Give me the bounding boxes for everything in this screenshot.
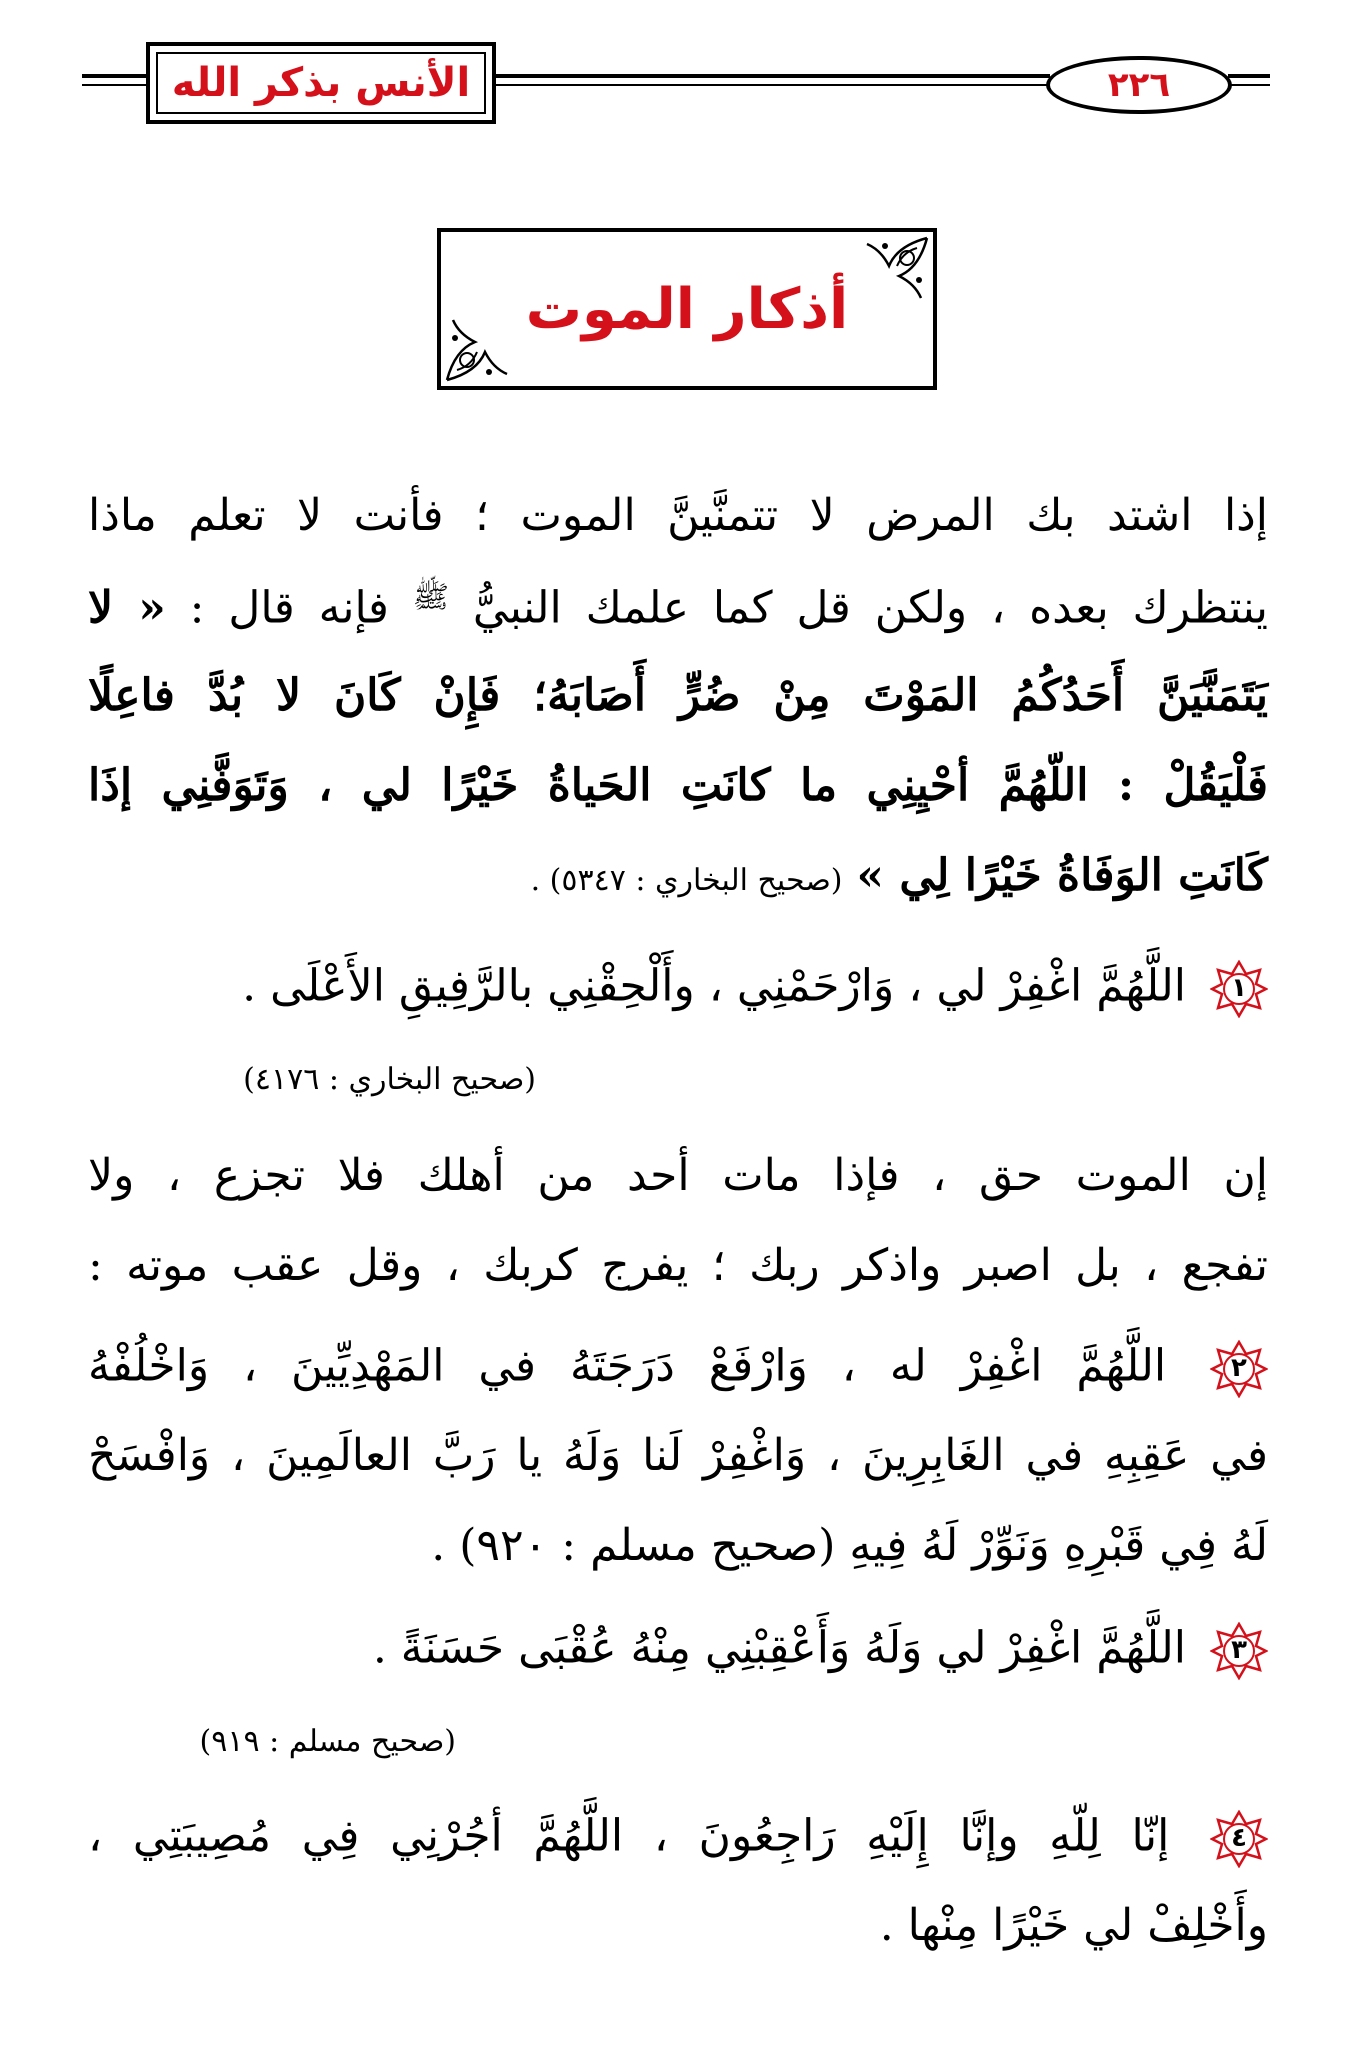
dua-3-text: اللَّهُمَّ اغْفِرْ لي وَلَهُ وَأَعْقِبْنِي مِنْهُ عُقْبَى حَسَنَةً . [372, 1622, 1186, 1674]
intro-line-1 [88, 490, 1268, 543]
hadith-line-3 [88, 670, 1268, 723]
dua-2-line-3 [88, 1520, 1268, 1573]
para-2-text-2: تفجع ، بل اصبر واذكر ربك ؛ يفرج كربك ، وقل عقب موته : [88, 1240, 1268, 1291]
book-title-box [146, 42, 496, 124]
dua-2-text-2: في عَقِبِهِ في الغَابِرِينَ ، وَاغْفِرْ لَنا وَلَهُ يا رَبَّ العالَمِينَ ، وَافْسَحْ [88, 1430, 1268, 1481]
para-2-line-2 [88, 1240, 1268, 1293]
para-2-text-1: إن الموت حق ، فإذا مات أحد من أهلك فلا تجزع ، ولا [88, 1150, 1268, 1201]
header-rule-right-thin [1228, 84, 1270, 86]
intro-text-2-tail: فإنه قال : [189, 582, 389, 634]
hadith-line-4 [88, 760, 1268, 813]
dua-2-text-1: اللَّهُمَّ اغْفِرْ له ، وَارْفَعْ دَرَجَتَهُ في المَهْدِيِّينَ ، وَاخْلُفْهُ [88, 1340, 1167, 1392]
chapter-title: أذكار الموت [525, 276, 849, 342]
dua-2-number: ٢ [1231, 1353, 1247, 1384]
chapter-title-box [437, 228, 937, 390]
page-number: ٢٢٦ [1107, 65, 1171, 105]
dua-1-reference: (صحيح البخاري : ٤١٧٦) [243, 1062, 536, 1097]
dua-1-number: ١ [1231, 973, 1247, 1004]
dua-1 [88, 960, 1268, 1018]
dua-1-text: اللَّهُمَّ اغْفِرْ لي ، وَارْحَمْنِي ، وأَلْحِقْنِي بالرَّفِيقِ الأَعْلَى . [242, 960, 1186, 1012]
number-badge-icon [1210, 1810, 1268, 1868]
corner-ornament-icon [837, 236, 929, 328]
hadith-line-5 [88, 850, 1268, 903]
hadith-text-4: فَلْيَقُلْ : اللّهُمَّ أحْيِنِي ما كانَتِ الحَياةُ خَيْرًا لي ، وَتَوَفَّنِي إذَا [88, 760, 1268, 811]
number-badge-icon [1210, 960, 1268, 1018]
dua-3 [88, 1622, 1268, 1680]
header-rule-right [1228, 74, 1270, 78]
hadith-text-5: كَانَتِ الوَفَاةُ خَيْرًا لِي » [856, 850, 1268, 901]
intro-text-1: إذا اشتد بك المرض لا تتمنَّينَّ الموت ؛ فأنت لا تعلم ماذا [88, 490, 1268, 541]
intro-text-2: ينتظرك بعده ، ولكن قل كما علمك النبيُّ [472, 582, 1268, 634]
dua-3-number: ٣ [1231, 1635, 1247, 1666]
header-rule-left-thin [82, 84, 148, 86]
dua-4-number: ٤ [1231, 1823, 1247, 1854]
dua-2-text-3: لَهُ فِي قَبْرِهِ وَنَوِّرْ لَهُ فِيهِ (صحيح مسلم : ٩٢٠) . [431, 1520, 1268, 1571]
page-number-oval [1046, 56, 1232, 114]
dua-2-line-1 [88, 1340, 1268, 1398]
intro-line-2 [88, 580, 1268, 635]
dua-4-line-1 [88, 1810, 1268, 1868]
hadith-text-3: يَتَمَنَّيَنَّ أَحَدُكُمُ المَوْتَ مِنْ ضُرٍّ أَصَابَهُ؛ فَإِنْ كَانَ لا بُدَّ فاعِلًا [88, 670, 1268, 721]
dua-4-line-2 [88, 1900, 1268, 1953]
dua-2-line-2 [88, 1430, 1268, 1483]
para-2-line-1 [88, 1150, 1268, 1203]
corner-ornament-icon [445, 290, 537, 382]
dua-4-text-1: إنّا لِلّهِ وإنَّا إِلَيْهِ رَاجِعُونَ ، اللَّهُمَّ أجُرْنِي فِي مُصِيبَتِي ، [88, 1810, 1170, 1862]
number-badge-icon [1210, 1340, 1268, 1398]
header-rule-middle-thin [494, 84, 1050, 86]
hadith-reference: (صحيح البخاري : ٥٣٤٧) . [530, 863, 843, 898]
dua-4-text-2: وأَخْلِفْ لي خَيْرًا مِنْها . [879, 1900, 1268, 1951]
book-title: الأنس بذكر الله [171, 60, 471, 106]
pbuh-ligature: ﷺ [412, 580, 450, 615]
header-rule-middle [494, 74, 1050, 78]
header-rule-left [82, 74, 148, 78]
dua-3-reference: (صحيح مسلم : ٩١٩) [199, 1724, 456, 1759]
number-badge-icon [1210, 1622, 1268, 1680]
intro-quote-start: « لا [88, 582, 166, 634]
